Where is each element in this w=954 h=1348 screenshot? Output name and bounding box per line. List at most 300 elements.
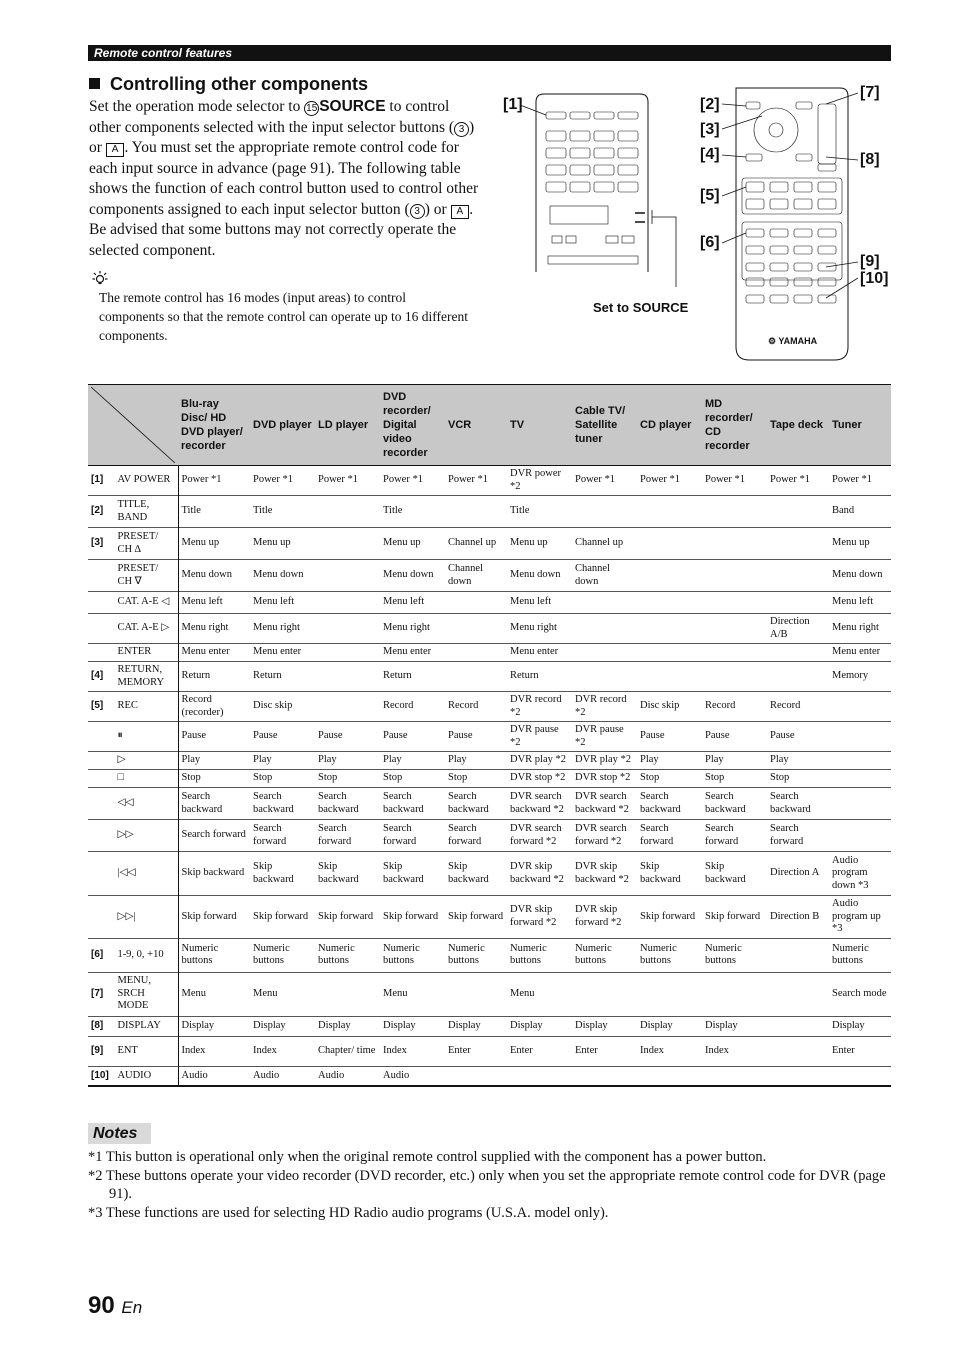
table-row [88, 852, 891, 896]
table-cell [829, 820, 891, 852]
table-cell [445, 496, 507, 528]
table-cell: Power *1 [383, 474, 423, 486]
table-cell: Display [383, 1019, 416, 1031]
table-cell: Skip backward [253, 861, 294, 885]
table-cell: Search backward [448, 791, 489, 815]
col-header: Cable TV/ Satellite tuner [572, 385, 637, 466]
table-cell: Stop [181, 772, 201, 784]
table-cell: Skip forward [253, 910, 309, 922]
table-cell [572, 662, 637, 692]
table-cell: DVR pause *2 [510, 724, 559, 748]
tip-text: The remote control has 16 modes (input areas) to control components so that the remote control can operate up to 16 different components. [99, 290, 469, 343]
table-cell: Return [253, 670, 282, 682]
table-cell [315, 528, 380, 560]
table-cell [637, 644, 702, 662]
note-item: *1 This button is operational only when the original remote control supplied with the component has a power button. [88, 1149, 767, 1165]
table-cell [572, 496, 637, 528]
table-cell [767, 644, 829, 662]
table-cell: Search forward [318, 823, 352, 847]
section-title-text: Controlling other components [110, 74, 368, 94]
table-cell [315, 972, 380, 1016]
table-cell [637, 662, 702, 692]
table-cell: Menu left [510, 596, 552, 608]
table-row [88, 938, 891, 972]
table-cell: Skip backward [448, 861, 489, 885]
table-cell: DVR power *2 [510, 468, 562, 492]
set-to-source-label: Set to SOURCE [593, 300, 689, 315]
table-cell: Display [510, 1019, 543, 1031]
table-cell [767, 972, 829, 1016]
table-cell [315, 496, 380, 528]
table-cell: Menu up [181, 537, 220, 549]
row-button-label: PRESET/ CH ∆ [114, 528, 178, 560]
table-cell: Pause [253, 730, 278, 742]
table-cell [445, 1066, 507, 1086]
table-cell: Search forward [770, 823, 804, 847]
table-cell: Menu right [832, 622, 879, 634]
table-cell: Menu up [383, 537, 421, 549]
table-cell: Menu [253, 987, 278, 999]
row-button-label: CAT. A-E ▷ [114, 614, 178, 644]
table-cell [445, 592, 507, 614]
row-button-label: DISPLAY [114, 1016, 178, 1036]
table-cell [637, 496, 702, 528]
table-cell [315, 614, 380, 644]
row-number [88, 752, 114, 770]
table-cell: Numeric buttons [318, 942, 355, 966]
circled-number: 3 [410, 204, 425, 219]
note-item: *2 These buttons operate your video recorder (DVD recorder, etc.) only when you set the appropriate remote control code for DVR (page 91). [88, 1168, 886, 1202]
table-cell: Pause [705, 730, 730, 742]
row-button-label: ▷▷ [114, 820, 178, 852]
table-cell: Search forward [448, 823, 482, 847]
table-cell: Chapter/ time [318, 1044, 376, 1056]
table-cell: Power *1 [253, 474, 293, 486]
table-cell: DVR skip forward *2 [575, 904, 622, 928]
callout-8: [8] [860, 151, 880, 168]
table-cell [767, 1066, 829, 1086]
row-number: [1] [91, 474, 104, 486]
table-cell: Numeric buttons [705, 942, 742, 966]
table-cell: Menu [383, 987, 408, 999]
table-cell [702, 1066, 767, 1086]
row-number [88, 722, 114, 752]
table-cell [702, 644, 767, 662]
square-bullet-icon [89, 78, 100, 89]
table-cell: Skip forward [448, 910, 504, 922]
intro-text: to control other components selected with the input selector buttons ( [89, 98, 455, 136]
row-number [88, 820, 114, 852]
brand-text: YAMAHA [778, 336, 818, 346]
table-cell: Numeric buttons [510, 942, 547, 966]
table-cell: Audio [181, 1069, 208, 1081]
table-cell: Skip backward [181, 867, 245, 879]
callout-4: [4] [700, 146, 720, 163]
table-cell [767, 592, 829, 614]
table-cell [315, 662, 380, 692]
table-cell: Search backward [181, 791, 223, 815]
table-cell [572, 972, 637, 1016]
table-cell: Menu [510, 987, 535, 999]
table-cell: Power *1 [640, 474, 680, 486]
table-cell: Search backward [705, 791, 746, 815]
table-cell: Enter [575, 1044, 598, 1056]
row-number: [2] [91, 505, 104, 517]
callout-7: [7] [860, 84, 880, 101]
table-cell: Band [832, 505, 855, 517]
callout-10: [10] [860, 270, 889, 287]
table-cell [702, 972, 767, 1016]
table-cell [315, 560, 380, 592]
table-row [88, 770, 891, 788]
table-row [88, 1016, 891, 1036]
col-header: TV [507, 385, 572, 466]
table-cell: DVR skip forward *2 [510, 904, 557, 928]
table-cell [829, 788, 891, 820]
table-cell: Title [181, 505, 201, 517]
table-cell [445, 662, 507, 692]
intro-paragraph [89, 97, 481, 261]
table-cell [829, 752, 891, 770]
table-cell [702, 614, 767, 644]
table-row [88, 820, 891, 852]
remote-figure [500, 82, 895, 372]
table-cell: Numeric buttons [640, 942, 677, 966]
circled-number: 3 [454, 122, 469, 137]
table-cell: Stop [318, 772, 338, 784]
row-button-label: ▷▷| [114, 896, 178, 939]
header-diagonal-cell [88, 385, 178, 466]
row-number: [6] [91, 948, 104, 960]
page-number [88, 1292, 142, 1320]
table-row [88, 788, 891, 820]
table-cell: Play [318, 754, 337, 766]
table-cell: Record (recorder) [181, 694, 224, 718]
table-row [88, 528, 891, 560]
table-cell: Display [575, 1019, 608, 1031]
row-button-label: PRESET/ CH ∇ [114, 560, 178, 592]
table-cell: Audio program up *3 [832, 898, 881, 934]
row-button-label: TITLE, BAND [114, 496, 178, 528]
row-number: [7] [91, 987, 104, 999]
table-cell: Index [253, 1044, 277, 1056]
table-cell: Index [383, 1044, 407, 1056]
table-cell [637, 1066, 702, 1086]
table-cell: Title [253, 505, 273, 517]
table-cell: Pause [640, 730, 665, 742]
table-cell: Menu down [383, 569, 434, 581]
table-cell: Display [640, 1019, 673, 1031]
table-cell [767, 662, 829, 692]
table-cell: Search mode [832, 987, 887, 999]
table-row [88, 692, 891, 722]
table-cell: Audio [318, 1069, 345, 1081]
row-button-label: □ [114, 770, 178, 788]
table-cell: Record [383, 700, 414, 712]
table-cell: DVR record *2 [510, 694, 562, 718]
table-cell: Pause [383, 730, 408, 742]
row-number: [3] [91, 537, 104, 549]
table-cell [702, 662, 767, 692]
table-cell [637, 528, 702, 560]
table-header-row [88, 385, 891, 466]
table-cell: DVR record *2 [575, 694, 627, 718]
table-cell: Power *1 [770, 474, 810, 486]
col-header: LD player [315, 385, 380, 466]
table-cell [572, 1066, 637, 1086]
table-cell: Menu down [181, 569, 232, 581]
table-cell: Enter [448, 1044, 471, 1056]
table-cell: Numeric buttons [575, 942, 612, 966]
table-row [88, 752, 891, 770]
table-row [88, 644, 891, 662]
table-cell: Channel down [448, 563, 483, 587]
table-cell: Record [705, 700, 736, 712]
row-button-label: REC [114, 692, 178, 722]
source-label: SOURCE [319, 98, 386, 115]
table-row [88, 560, 891, 592]
table-cell: Return [383, 670, 412, 682]
table-cell: Channel up [575, 537, 624, 549]
table-cell: Numeric buttons [832, 942, 869, 966]
table-cell: Menu enter [383, 646, 432, 658]
table-cell: Display [705, 1019, 738, 1031]
section-title [89, 74, 368, 95]
table-cell: Search backward [383, 791, 424, 815]
row-number [88, 770, 114, 788]
table-row [88, 972, 891, 1016]
table-cell [767, 938, 829, 972]
table-cell: Play [705, 754, 724, 766]
callout-9: [9] [860, 253, 880, 270]
table-cell: Skip forward [383, 910, 439, 922]
table-cell [445, 614, 507, 644]
row-number [88, 560, 114, 592]
col-header: CD player [637, 385, 702, 466]
table-cell: Menu up [253, 537, 291, 549]
row-button-label: ◁◁ [114, 788, 178, 820]
notes-list [88, 1148, 888, 1223]
col-header: Tape deck [767, 385, 829, 466]
table-cell: DVR skip backward *2 [575, 861, 629, 885]
table-cell [829, 770, 891, 788]
table-cell: Power *1 [575, 474, 615, 486]
table-cell: DVR play *2 [510, 754, 566, 766]
table-cell [572, 644, 637, 662]
table-cell: DVR play *2 [575, 754, 631, 766]
intro-text: ) or [424, 200, 451, 218]
table-row [88, 466, 891, 496]
col-header: DVD player [250, 385, 315, 466]
table-cell: Menu enter [832, 646, 881, 658]
table-cell [315, 592, 380, 614]
notes-header: Notes [88, 1123, 151, 1144]
table-cell: Direction A/B [770, 616, 810, 640]
table-row [88, 592, 891, 614]
col-header: MD recorder/ CD recorder [702, 385, 767, 466]
table-cell [637, 972, 702, 1016]
table-cell: Numeric buttons [448, 942, 485, 966]
table-cell: DVR stop *2 [510, 772, 566, 784]
table-cell: Title [383, 505, 403, 517]
table-cell: Play [770, 754, 789, 766]
table-cell: Return [181, 670, 211, 682]
table-cell: Search backward [770, 791, 811, 815]
page-number-value: 90 [88, 1292, 115, 1319]
table-cell: Search forward [181, 829, 246, 841]
table-cell: Enter [510, 1044, 533, 1056]
key-a-box: A [451, 205, 470, 219]
table-cell: Index [705, 1044, 729, 1056]
table-cell: Audio [383, 1069, 410, 1081]
table-cell: Stop [253, 772, 273, 784]
table-cell: Skip backward [705, 861, 746, 885]
table-cell: Stop [640, 772, 660, 784]
table-cell: Menu left [253, 596, 295, 608]
table-cell: Menu enter [510, 646, 559, 658]
table-cell: Search backward [640, 791, 681, 815]
table-cell [637, 592, 702, 614]
table-cell [702, 528, 767, 560]
row-number: [5] [91, 700, 104, 712]
row-number: [8] [91, 1019, 104, 1031]
table-cell: Stop [705, 772, 725, 784]
intro-text: Set the operation mode selector to [89, 98, 305, 115]
table-cell [829, 692, 891, 722]
table-cell [507, 1066, 572, 1086]
table-cell [315, 692, 380, 722]
table-cell: Menu left [383, 596, 425, 608]
table-cell [637, 614, 702, 644]
table-cell: Display [832, 1019, 865, 1031]
table-cell: Index [181, 1044, 206, 1056]
section-header-label: Remote control features [94, 46, 233, 60]
table-cell [829, 722, 891, 752]
circled-number: 15 [306, 103, 318, 114]
table-cell: Play [448, 754, 467, 766]
table-cell: DVR stop *2 [575, 772, 631, 784]
row-button-label: 1-9, 0, +10 [114, 938, 178, 972]
table-cell: Menu [181, 987, 206, 999]
table-cell: Play [640, 754, 659, 766]
table-cell [572, 592, 637, 614]
table-cell [767, 1036, 829, 1066]
table-cell: Display [318, 1019, 351, 1031]
note-item: *3 These functions are used for selecting HD Radio audio programs (U.S.A. model only). [88, 1205, 609, 1221]
table-cell: Menu down [832, 569, 883, 581]
row-number [88, 852, 114, 896]
table-cell: Audio [253, 1069, 280, 1081]
function-table [88, 384, 891, 1087]
table-cell: Pause [318, 730, 343, 742]
table-body [88, 466, 891, 1087]
table-cell: Search forward [383, 823, 417, 847]
table-cell: Record [448, 700, 479, 712]
row-button-label: AV POWER [114, 466, 178, 496]
table-cell: Play [181, 754, 201, 766]
table-cell: Disc skip [640, 700, 680, 712]
table-cell: Skip backward [318, 861, 359, 885]
row-button-label: ENT [114, 1036, 178, 1066]
table-cell: Numeric buttons [181, 942, 219, 966]
table-row [88, 896, 891, 939]
table-cell [767, 496, 829, 528]
table-cell: Search forward [640, 823, 674, 847]
table-cell: Menu up [832, 537, 870, 549]
table-cell [767, 560, 829, 592]
table-cell: Menu down [510, 569, 561, 581]
table-cell: Menu enter [253, 646, 302, 658]
intro-text: . Be advised that some buttons may not correctly operate the selected component. [89, 200, 474, 259]
section-header-bar [88, 45, 891, 61]
table-row [88, 662, 891, 692]
table-cell: Play [383, 754, 402, 766]
yamaha-logo-icon: ⚙ [768, 336, 777, 346]
col-header: Blu-ray Disc/ HD DVD player/ recorder [178, 385, 250, 466]
row-number [88, 592, 114, 614]
table-cell: Power *1 [318, 474, 358, 486]
table-cell: DVR search backward *2 [510, 791, 564, 815]
table-cell: Return [510, 670, 539, 682]
table-cell: Pause [181, 730, 206, 742]
col-header: VCR [445, 385, 507, 466]
table-cell: Stop [383, 772, 403, 784]
col-header: DVD recorder/ Digital video recorder [380, 385, 445, 466]
table-row [88, 614, 891, 644]
intro-text: ) or [89, 118, 475, 156]
table-cell: Menu right [181, 622, 229, 634]
table-row [88, 496, 891, 528]
table-cell: Direction A [770, 867, 820, 879]
table-cell [445, 972, 507, 1016]
table-cell: Search backward [253, 791, 294, 815]
table-cell: Menu up [510, 537, 548, 549]
table-cell: Power *1 [448, 474, 488, 486]
callout-5: [5] [700, 187, 720, 204]
row-number: [9] [91, 1044, 104, 1056]
callout-1: [1] [503, 96, 523, 113]
table-row [88, 1036, 891, 1066]
table-cell [637, 560, 702, 592]
table-cell [445, 644, 507, 662]
row-button-label: ▷ [114, 752, 178, 770]
table-cell: Search backward [318, 791, 359, 815]
table-cell: Memory [832, 670, 869, 682]
lightbulb-hint-icon [92, 270, 108, 286]
table-cell: Menu enter [181, 646, 230, 658]
row-button-label: ⏸ [114, 722, 178, 752]
table-cell: Title [510, 505, 530, 517]
remote-drawing [500, 82, 895, 372]
row-number: [10] [91, 1069, 109, 1081]
table-cell: Skip forward [705, 910, 761, 922]
table-cell: Numeric buttons [253, 942, 290, 966]
table-cell: DVR search backward *2 [575, 791, 629, 815]
table-cell: Stop [448, 772, 468, 784]
table-cell: Skip forward [181, 910, 237, 922]
row-number: [4] [91, 670, 104, 682]
table-cell: Enter [832, 1044, 855, 1056]
table-cell: Menu down [253, 569, 304, 581]
table-cell [702, 560, 767, 592]
diagonal-line [91, 387, 175, 463]
row-number [88, 644, 114, 662]
page-lang: En [121, 1298, 143, 1317]
row-button-label: ENTER [114, 644, 178, 662]
table-cell: Power *1 [181, 474, 222, 486]
table-cell: Search forward [253, 823, 287, 847]
table-cell: Skip forward [640, 910, 696, 922]
